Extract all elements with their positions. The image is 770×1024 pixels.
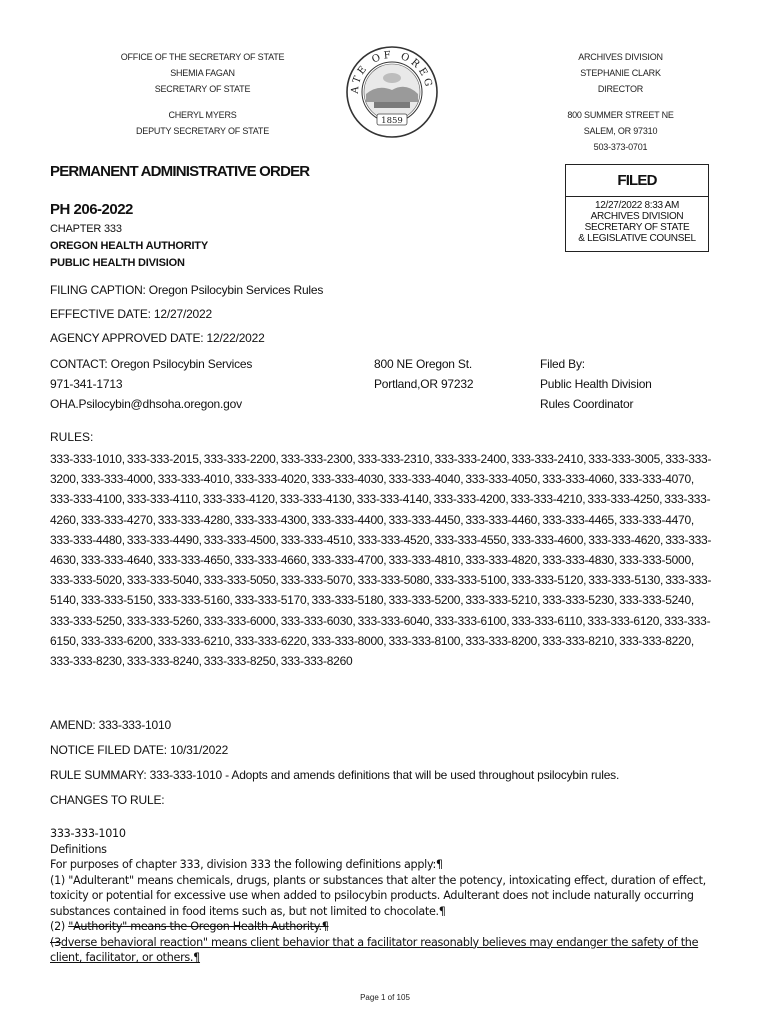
rule-intro: For purposes of chapter 333, division 333 the following definitions apply:¶	[50, 858, 443, 871]
rule-item-3	[50, 935, 720, 966]
contact-email[interactable]: OHA.Psilocybin@dhsoha.oregon.gov	[50, 397, 242, 411]
rule-summary: RULE SUMMARY: 333-333-1010 - Adopts and amends definitions that will be used throughout psilocybin rules.	[50, 768, 620, 782]
archives-division-block	[528, 49, 713, 155]
filed-line-3: & LEGISLATIVE COUNSEL	[578, 233, 696, 244]
filed-line-1: ARCHIVES DIVISION	[590, 211, 684, 222]
address-column	[374, 354, 473, 394]
changes-label: CHANGES TO RULE:	[50, 793, 165, 807]
effective-date: EFFECTIVE DATE: 12/27/2022	[50, 307, 212, 321]
rule-text	[50, 826, 720, 966]
rule-title: Definitions	[50, 842, 107, 856]
svg-text:STATE OF OREGON: ATE OF OREG	[349, 49, 435, 95]
filed-by-name: Public Health Division	[540, 377, 652, 391]
filed-heading: FILED	[566, 165, 708, 197]
rule-item-1: (1) "Adulterant" means chemicals, drugs, plants or substances that alter the potency, intoxicating effect, duration of effect, toxicity or potential for excessive use when added to psilocybin products. Adulterant does not include naturally occurring substances contained in food items such as, but not limited to chocolate.¶	[50, 873, 706, 918]
svg-text:1859: 1859	[381, 116, 403, 126]
deleted-text: (3	[50, 935, 61, 949]
secretary-name: SHEMIA FAGAN	[170, 68, 235, 78]
agency-block	[50, 221, 208, 272]
notice-filed-date: NOTICE FILED DATE: 10/31/2022	[50, 743, 229, 757]
rule-number: 333-333-1010	[50, 827, 126, 840]
secretary-title: SECRETARY OF STATE	[154, 84, 251, 94]
agency-division: PUBLIC HEALTH DIVISION	[50, 257, 185, 269]
filed-datetime: 12/27/2022 8:33 AM	[594, 200, 680, 211]
filing-caption: FILING CAPTION: Oregon Psilocybin Services Rules	[50, 283, 324, 297]
filed-stamp	[565, 164, 709, 252]
secretary-of-state-block	[100, 49, 305, 139]
director-title: DIRECTOR	[597, 84, 644, 94]
contact-phone: 971-341-1713	[50, 377, 123, 391]
rules-list: 333-333-1010, 333-333-2015, 333-333-2200, 333-333-2300, 333-333-2310, 333-333-2400, 333-333-2410, 333-333-3005, 333-333-3200, 333-333-4000, 333-333-4010, 333-333-4020, 333-333-4030, 333-333-4040, 333-333-4050, 333-333-4060, 333-333-4070, 333-333-4100, 333-333-4110, 333-333-4120, 333-333-4130, 333-333-4140, 333-333-4200, 333-333-4210, 333-333-4250, 333-333-4260, 333-333-4270, 333-333-4280, 333-333-4300, 333-333-4400, 333-333-4450, 333-333-4460, 333-333-4465, 333-333-4470, 333-333-4480, 333-333-4490, 333-333-4500, 333-333-4510, 333-333-4520, 333-333-4550, 333-333-4600, 333-333-4620, 333-333-4630, 333-333-4640, 333-333-4650, 333-333-4660, 333-333-4700, 333-333-4810, 333-333-4820, 333-333-4830, 333-333-5000, 333-333-5020, 333-333-5040, 333-333-5050, 333-333-5070, 333-333-5080, 333-333-5100, 333-333-5120, 333-333-5130, 333-333-5140, 333-333-5150, 333-333-5160, 333-333-5170, 333-333-5180, 333-333-5200, 333-333-5210, 333-333-5230, 333-333-5240, 333-333-5250, 333-333-5260, 333-333-6000, 333-333-6030, 333-333-6040, 333-333-6100, 333-333-6110, 333-333-6120, 333-333-6150, 333-333-6200, 333-333-6210, 333-333-6220, 333-333-8000, 333-333-8100, 333-333-8200, 333-333-8210, 333-333-8220, 333-333-8230, 333-333-8240, 333-333-8250, 333-333-8260	[50, 452, 712, 669]
deputy-title: DEPUTY SECRETARY OF STATE	[135, 126, 270, 136]
rules-label: RULES:	[50, 430, 94, 444]
filed-by-role: Rules Coordinator	[540, 397, 634, 411]
chapter: CHAPTER 333	[50, 223, 122, 235]
archives-city: SALEM, OR 97310	[583, 126, 658, 136]
director-name: STEPHANIE CLARK	[580, 68, 661, 78]
archives-street: 800 SUMMER STREET NE	[567, 110, 674, 120]
filed-by-label: Filed By:	[540, 357, 585, 371]
rule-item-2-prefix: (2)	[50, 920, 69, 933]
contact-street: 800 NE Oregon St.	[374, 357, 472, 371]
rule-item-2	[50, 919, 720, 935]
contact-name: CONTACT: Oregon Psilocybin Services	[50, 357, 253, 371]
order-number: PH 206-2022	[50, 201, 133, 218]
inserted-text: dverse behavioral reaction" means client behavior that a facilitator reasonably believes may endanger the safety of the client, facilitator, or others.¶	[50, 935, 699, 964]
deputy-name: CHERYL MYERS	[168, 110, 237, 120]
filed-by-column	[540, 354, 652, 414]
contact-column	[50, 354, 252, 414]
approved-date: AGENCY APPROVED DATE: 12/22/2022	[50, 331, 265, 345]
office-name: OFFICE OF THE SECRETARY OF STATE	[120, 52, 285, 62]
page-number: Page 1 of 105	[360, 993, 410, 1002]
oregon-state-seal	[344, 44, 440, 140]
division-name: ARCHIVES DIVISION	[578, 52, 663, 62]
contact-city: Portland,OR 97232	[374, 377, 474, 391]
archives-phone: 503-373-0701	[593, 142, 648, 152]
deleted-text: "Authority" means the Oregon Health Authority.¶	[68, 920, 329, 933]
agency-name: OREGON HEALTH AUTHORITY	[50, 240, 208, 252]
document-title: PERMANENT ADMINISTRATIVE ORDER	[50, 163, 310, 180]
amend-line: AMEND: 333-333-1010	[50, 718, 171, 732]
filed-line-2: SECRETARY OF STATE	[584, 222, 690, 233]
